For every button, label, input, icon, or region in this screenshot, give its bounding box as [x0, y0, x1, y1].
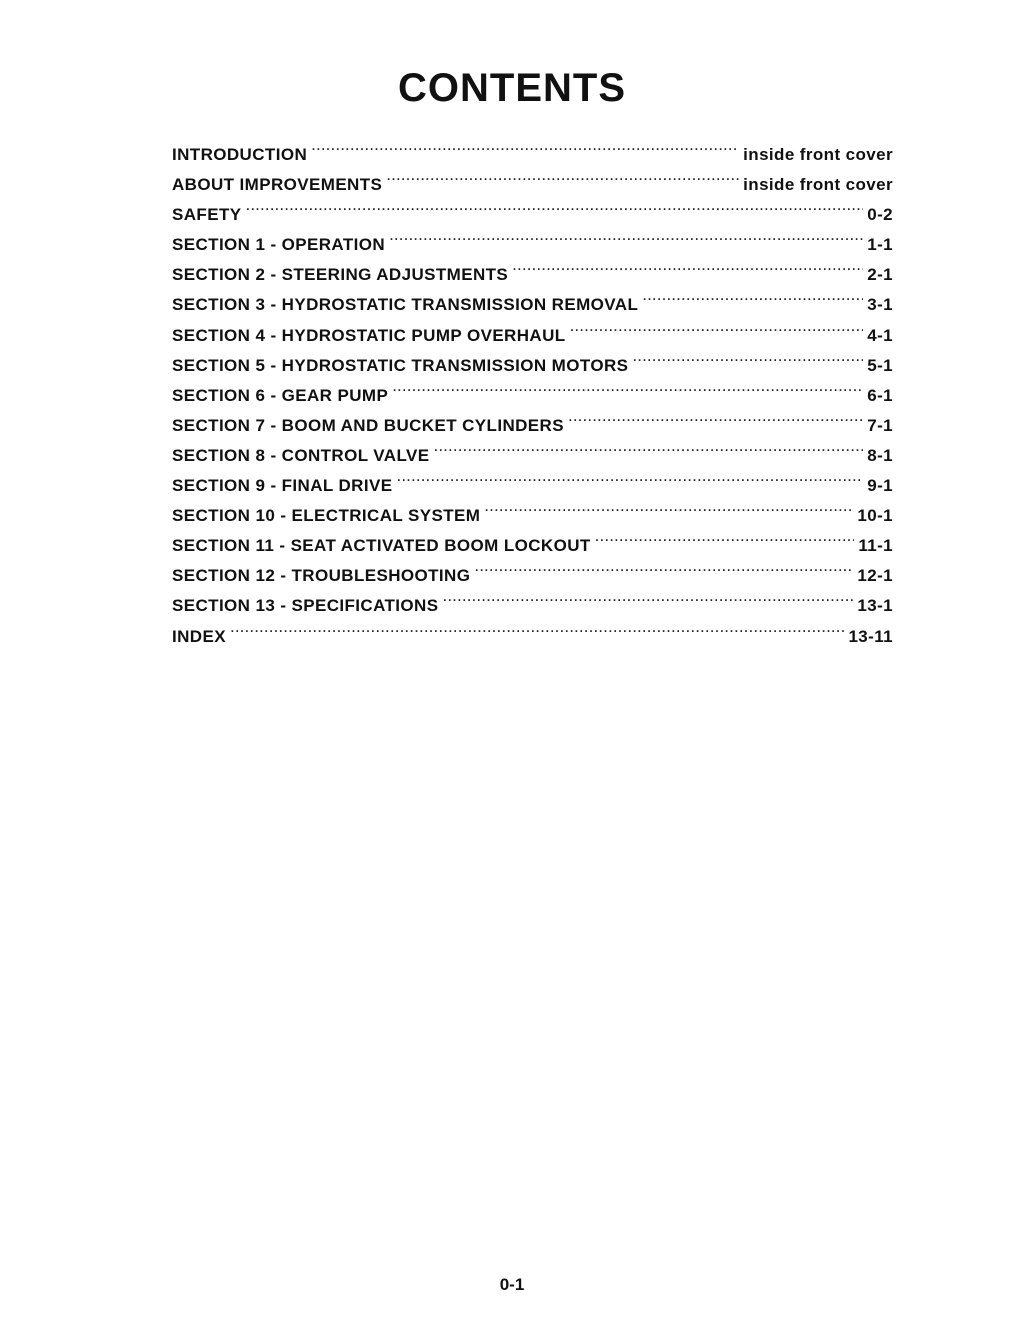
dot-leader [642, 280, 863, 310]
toc-entry [172, 220, 893, 255]
toc-entry-page: 2-1 [867, 265, 893, 285]
toc-entry [172, 130, 893, 164]
toc-entry-label: SECTION 3 - HYDROSTATIC TRANSMISSION REMOVAL [172, 295, 639, 315]
toc-entry-label: ABOUT IMPROVEMENTS [172, 175, 383, 195]
toc-entry-label: SECTION 8 - CONTROL VALVE [172, 445, 430, 465]
toc-entry-page: inside front cover [743, 145, 893, 164]
toc-entry-label: SECTION 12 - TROUBLESHOOTING [172, 566, 471, 586]
toc-entry-page: 4-1 [867, 325, 893, 345]
toc-entry-page: inside front cover [743, 175, 893, 195]
toc-entry-page: 10-1 [857, 506, 893, 526]
dot-leader [230, 612, 844, 642]
dot-leader [396, 461, 863, 491]
dot-leader [386, 160, 739, 190]
toc-entry-page: 5-1 [867, 355, 893, 375]
toc-entry-label: SECTION 6 - GEAR PUMP [172, 385, 389, 405]
dot-leader [392, 371, 863, 401]
toc-entry-label: SECTION 2 - STEERING ADJUSTMENTS [172, 265, 509, 285]
toc-entry-label: SECTION 4 - HYDROSTATIC PUMP OVERHAUL [172, 325, 566, 345]
dot-leader [245, 190, 863, 220]
toc-entry-label: SECTION 11 - SEAT ACTIVATED BOOM LOCKOUT [172, 536, 591, 556]
dot-leader [595, 521, 855, 551]
toc-entry-page: 8-1 [867, 445, 893, 465]
toc-entry-label: SECTION 10 - ELECTRICAL SYSTEM [172, 506, 481, 526]
toc-entry-label: SECTION 5 - HYDROSTATIC TRANSMISSION MOTORS [172, 355, 629, 375]
toc-entry-page: 13-11 [848, 626, 893, 646]
toc-entry-page: 7-1 [867, 415, 893, 435]
dot-leader [512, 250, 863, 280]
toc-entry-label: SECTION 7 - BOOM AND BUCKET CYLINDERS [172, 415, 564, 435]
toc-entry-page: 1-1 [867, 235, 893, 255]
toc-entry-label: INTRODUCTION [172, 145, 308, 164]
dot-leader [474, 551, 853, 581]
dot-leader [433, 431, 863, 461]
toc-entry-page: 0-2 [867, 205, 893, 225]
toc-entry-label: SECTION 13 - SPECIFICATIONS [172, 596, 439, 616]
page-title: CONTENTS [398, 66, 626, 110]
dot-leader [442, 581, 853, 611]
dot-leader [632, 341, 863, 371]
toc-entry-page: 6-1 [867, 385, 893, 405]
toc-entry [172, 612, 893, 646]
dot-leader [311, 130, 739, 160]
toc-entry [172, 190, 893, 225]
dot-leader [484, 491, 853, 521]
toc-entry-page: 9-1 [867, 476, 893, 496]
toc-entry-page: 3-1 [867, 295, 893, 315]
toc-entry-label: SECTION 1 - OPERATION [172, 235, 386, 255]
toc-entry-page: 13-1 [857, 596, 893, 616]
toc-entry-page: 11-1 [858, 536, 893, 556]
dot-leader [568, 401, 863, 431]
toc-entry-label: INDEX [172, 626, 226, 646]
toc-entry-page: 12-1 [857, 566, 893, 586]
dot-leader [389, 220, 863, 250]
dot-leader [570, 311, 864, 341]
table-of-contents [172, 130, 893, 646]
toc-entry-label: SAFETY [172, 205, 242, 225]
toc-entry-label: SECTION 9 - FINAL DRIVE [172, 476, 393, 496]
page-number: 0-1 [499, 1275, 525, 1294]
